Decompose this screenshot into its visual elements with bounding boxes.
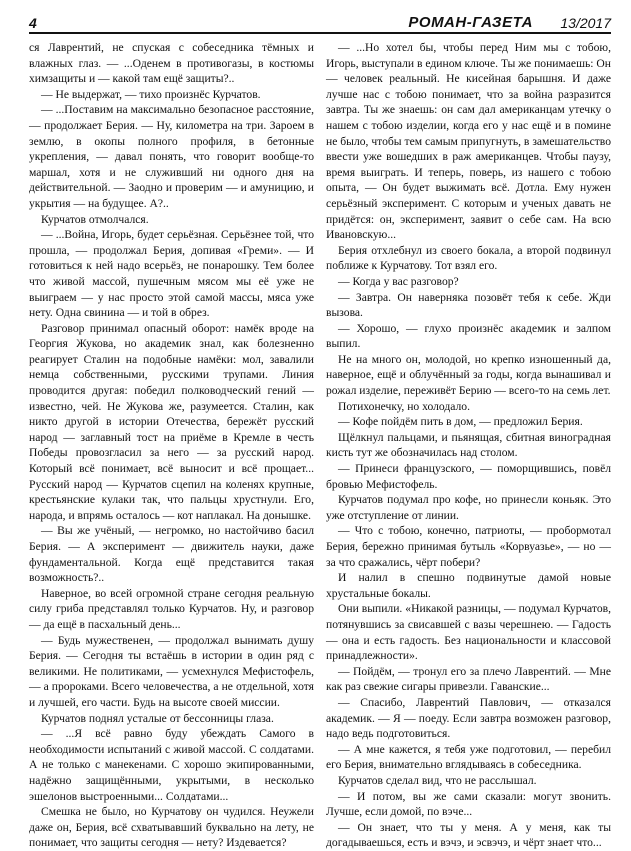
paragraph: ся Лаврентий, не спуская с собеседника тёмных и влажных глаз. — ...Оденем в противогазы, в костюмы химзащиты и — какой там ещё защиты?.. <box>29 41 314 86</box>
paragraph: — Пойдём, — тронул его за плечо Лаврентий. — Мне как раз свежие сигары привезли. Гаванские... <box>326 664 611 694</box>
paragraph: — Будь мужественен, — продолжал вынимать душу Берия. — Сегодня ты встаёшь в истории в один ряд с великими. Не политиками, — усмехнулся Мефистофель, — а пророками. Всего человечества, а не отдельной, хотя и лучшей, его части. Будь на высоте своей миссии. <box>29 633 314 709</box>
paragraph: — Спасибо, Лаврентий Павлович, — отказался академик. — Я — поеду. Если завтра возможен разговор, надо ведь подготовиться. <box>326 695 611 741</box>
paragraph: — ...Поставим на максимально безопасное расстояние, — продолжает Берия. — Ну, километра на три. Зароем в землю, в окопы полного профиля, в бетонные укрепления, — давал понять, что говорит вообще-то маршал, хотя и не служивший ни одного дня на действительной. — Заодно и проверим — и амуницию, и укрытия — на будущее. А?.. <box>29 103 314 210</box>
paragraph: Потихонечку, но холодало. <box>338 399 471 413</box>
paragraph: Курчатов отмолчался. <box>41 212 149 226</box>
magazine-title: РОМАН-ГАЗЕТА <box>408 14 533 31</box>
paragraph: Разговор принимал опасный оборот: намёк вроде на Георгия Жукова, но академик знал, как болезненно реагирует Сталин на подобные намёки: мол, завалили немца собственными, русскими трупами. Линия проводится другая: победил полководческий гений — известно, чей. Не Жукова же, разумеется. Сталин, как никто другой в истории Отечества, бережёт русский народ — заглавный тост на приёме в Кремле в честь Победы провозгласил за него — за русский народ. Который всё понимает, всё выносит и всё прощает... Русский народ — Курчатов сцепил на коленях крупные, крестьянские кулаки так, что пальцы хрустнули. Его, народа, и впрямь осталось — кот наплакал. На донышке. <box>29 321 314 522</box>
paragraph: — ...Но хотел бы, чтобы перед Ним мы с тобою, Игорь, выступали в едином ключе. Ты же понимаешь: Он — человек реальный. Не кисейная барышня. И даже лучше нас с тобою понимает, что за война разразится завтра. Ты же знаешь: он сам дал американцам утечку о нашем с тобою изделии, когда его у нас ещё и в помине не было, чтобы тем самым припугнуть, в замешательство ввести уже вошедших в раж американцев. Чтобы паузу, время выиграть. И теперь, поверь, из нашего с тобою опыта, — Он будет выжимать всё. Дотла. Ему нужен серьёзный эксперимент. С которым и ученых давать не придётся: он, эксперимент, заявит о себе сам. На всю Ивановскую... <box>326 41 611 242</box>
paragraph: — Не выдержат, — тихо произнёс Курчатов. <box>41 87 261 101</box>
paragraph: — Вы же учёный, — негромко, но настойчиво басил Берия. — А эксперимент — движитель науки, даже фундаментальной. Когда ещё представится такая возможность?.. <box>29 524 314 585</box>
text-columns <box>29 40 611 850</box>
paragraph: — Принеси французского, — поморщившись, повёл бровью Мефистофель. <box>326 462 611 491</box>
paragraph: — Завтра. Он наверняка позовёт тебя к себе. Жди вызова. <box>326 290 611 320</box>
paragraph: Курчатов подумал про кофе, но принесли коньяк. Это уже отступление от линии. <box>326 493 611 522</box>
running-header <box>29 10 611 34</box>
paragraph: Курчатов поднял усталые от бессонницы глаза. <box>41 711 274 725</box>
page-number: 4 <box>29 15 37 31</box>
paragraph: — Кофе пойдём пить в дом, — предложил Берия. <box>338 415 583 429</box>
paragraph: Курчатов сделал вид, что не расслышал. <box>338 773 537 787</box>
paragraph: И налил в спешно подвинутые дамой новые хрустальные бокалы. <box>326 571 611 600</box>
paragraph: — И потом, вы же сами сказали: могут звонить. Лучше, если домой, по вэче... <box>326 789 611 819</box>
paragraph: — А мне кажется, я тебя уже подготовил, — перебил его Берия, внимательно вглядываясь в собеседника. <box>326 742 611 772</box>
paragraph: — Хорошо, — глухо произнёс академик и залпом выпил. <box>326 321 611 351</box>
left-column <box>29 40 314 850</box>
paragraph: Не на много он, молодой, но крепко изношенный да, наверное, ещё и облучённый за годы, когда вынашивал и рожал изделие, переживёт Берию — всего-то на семь лет. <box>326 352 611 398</box>
right-column <box>326 40 611 850</box>
paragraph: Наверное, во всей огромной стране сегодня реальную силу грибa представлял только Курчатов. Ну, и разговор — да ещё в пасхальный день... <box>29 586 314 631</box>
paragraph: — Когда у вас разговор? <box>338 274 459 288</box>
paragraph: Смешка не было, но Курчатову он чудился. Неужели даже он, Берия, всё схватывавший буквально на лету, не понимает, что защиты сегодня — нету? Издевается? <box>29 805 314 850</box>
paragraph: — Он знает, что ты у меня. А у меня, как ты догадываешься, есть и вэчэ, и эсвэчэ, и чёрт знает что... <box>326 820 611 850</box>
paragraph: Щёлкнул пальцами, и пьянящая, сбитная виноградная кисть тут же обозначилась над столом. <box>326 430 611 460</box>
paragraph: Берия отхлебнул из своего бокала, а второй подвинул поближе к Курчатову. Тот взял его. <box>326 243 611 273</box>
issue-number: 13/2017 <box>560 15 611 31</box>
paragraph: — ...Война, Игорь, будет серьёзная. Серьёзнее той, что прошла, — продолжал Берия, допивая «Греми». — И готовиться к ней надо всерьёз, не понарошку. Тем более что живой массой, пушечным мясом мы её уже не выиграем — у нас просто этой самой массы, мяса уже нету. Одна свинина — и той в обрез. <box>29 228 314 320</box>
paragraph: — Что с тобою, конечно, патриоты, — пробормотал Берия, бережно принимая бутыль «Корвуазье», — но — за что сражались, чёрт побери? <box>326 524 611 569</box>
paragraph: — ...Я всё равно буду убеждать Самого в необходимости испытаний с живой массой. С солдатами. А не только с манекенами. С хорошо экипированными, надёжно защищёнными, укрытыми, в несколько эшелонов выстроенными... Солдатами... <box>29 727 314 803</box>
paragraph: Они выпили. «Никакой разницы, — подумал Курчатов, потянувшись за свисавшей с вазы черешнею. — Гадость — она и есть гадость. Без национальности и классовой принадлежности». <box>326 602 611 663</box>
